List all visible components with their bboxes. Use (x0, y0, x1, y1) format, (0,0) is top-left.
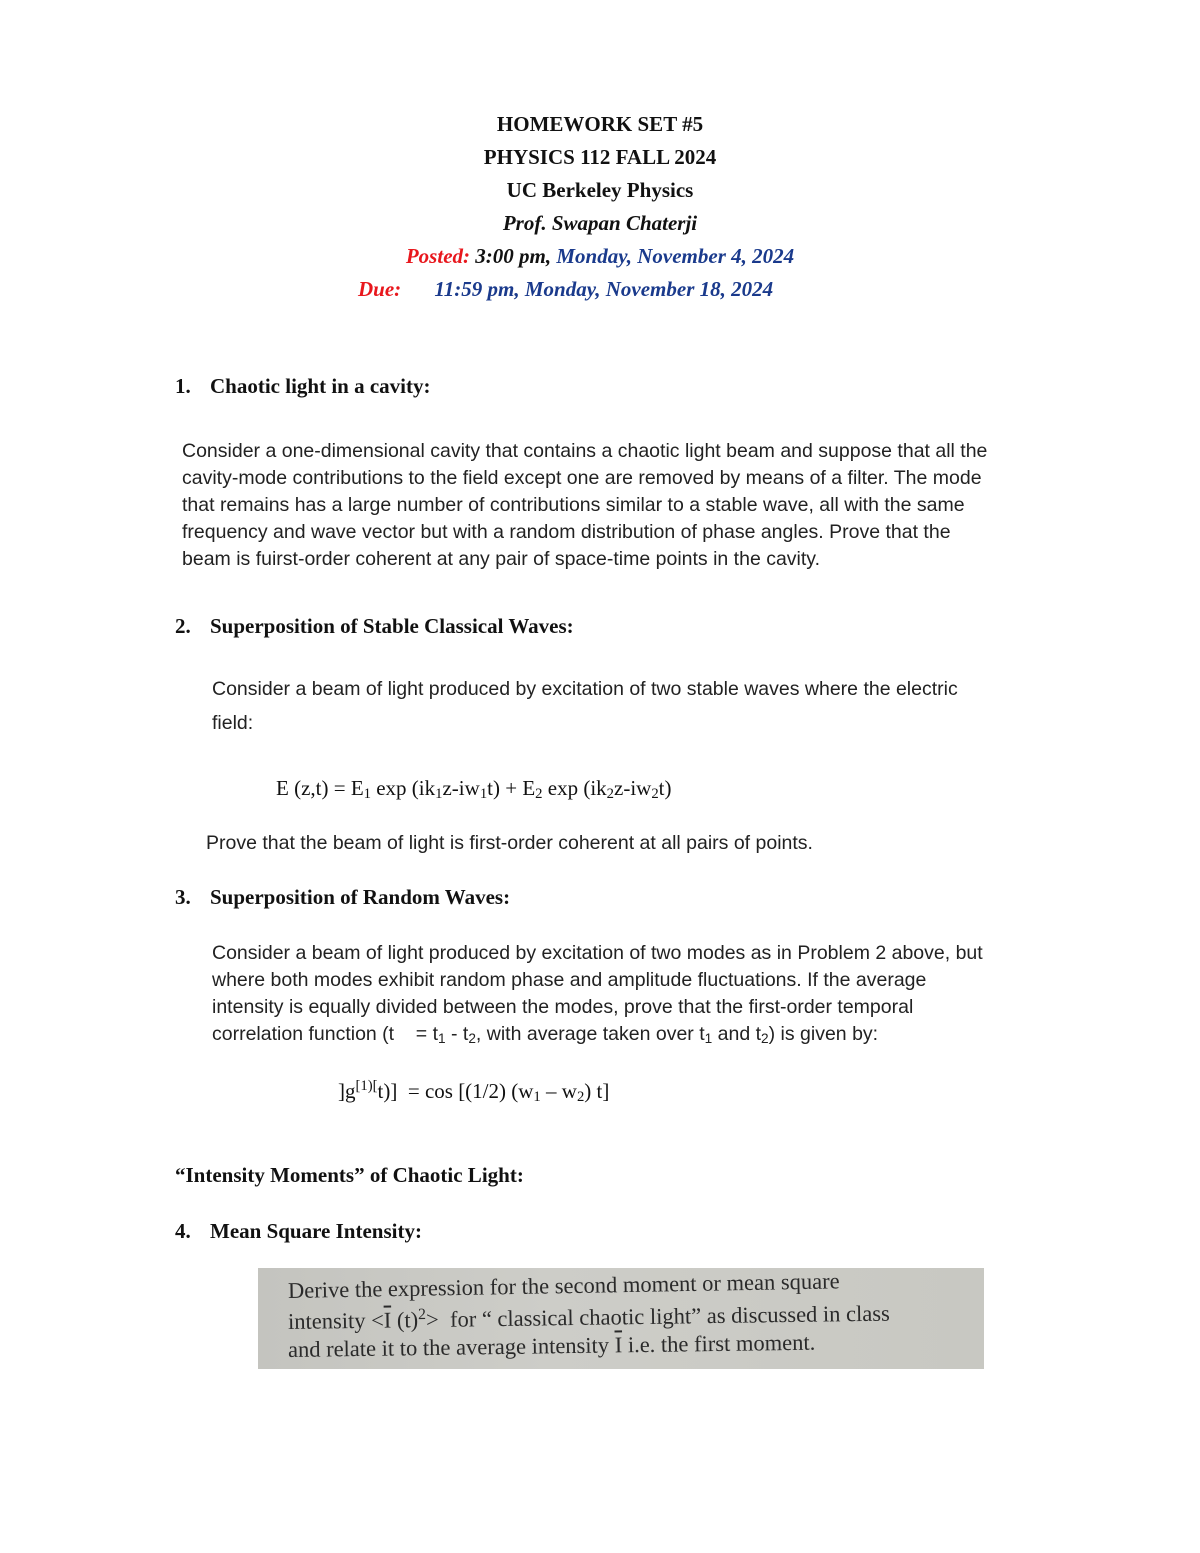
professor: Prof. Swapan Chaterji (502, 211, 698, 235)
problem-1-line: cavity-mode contributions to the field except one are removed by means of a filter. The mode (182, 467, 982, 489)
due-label: Due: (358, 277, 402, 301)
department: UC Berkeley Physics (506, 178, 694, 202)
posted-line (0, 244, 1200, 269)
problem-3-number: 3. (175, 885, 191, 909)
problem-1-line: beam is fuirst-order coherent at any pair of space-time points in the cavity. (182, 548, 821, 570)
photo-line-3: and relate it to the average intensity $\overline{I}$ i.e. the first moment. (287, 1329, 816, 1362)
problem-1-line: Consider a one-dimensional cavity that contains a chaotic light beam and suppose that all the (182, 440, 988, 462)
problem-3-body (212, 940, 983, 1052)
problem-2-heading (175, 614, 574, 639)
photo-line-1: Derive the expression for the second moment or mean square (287, 1268, 840, 1303)
problem-1-line: that remains has a large number of contributions similar to a stable wave, all with the same (182, 494, 965, 516)
problem-3-title: Superposition of Random Waves: (210, 885, 511, 909)
problem-2-line-1: Consider a beam of light produced by excitation of two stable waves where the electric (212, 678, 958, 700)
problem-3-line: intensity is equally divided between the modes, prove that the first-order temporal (212, 996, 914, 1018)
problem-3-line: Consider a beam of light produced by excitation of two modes as in Problem 2 above, but (212, 942, 983, 964)
due-text: 11:59 pm, Monday, November 18, 2024 (434, 277, 774, 301)
problem-3-line: where both modes exhibit random phase and amplitude fluctuations. If the average (212, 969, 927, 991)
intensity-moments-heading: “Intensity Moments” of Chaotic Light: (175, 1163, 524, 1187)
problem-4-title: Mean Square Intensity: (210, 1219, 422, 1243)
problem-4-photo (258, 1268, 984, 1369)
course-name: PHYSICS 112 FALL 2024 (483, 145, 717, 169)
posted-time: 3:00 pm, (475, 244, 552, 268)
problem-1-body (182, 438, 987, 573)
problem-3-heading (175, 885, 510, 910)
problem-1-title: Chaotic light in a cavity: (210, 374, 431, 398)
problem-3-equation: ]$g^{[1)[}t)] = \cos [(1/2)$ $(w_1 - w_2)$ t] (338, 1078, 610, 1105)
problem-4-number: 4. (175, 1219, 191, 1243)
problem-2-prove: Prove that the beam of light is first-order coherent at all pairs of points. (206, 832, 813, 854)
posted-label: Posted: (405, 244, 471, 268)
posted-date: Monday, November 4, 2024 (556, 244, 795, 268)
problem-2-number: 2. (175, 614, 191, 638)
photo-line-2: intensity $<\overline{I}$ $(t)^2>$ for “ classical chaotic light” as discussed in class (287, 1300, 890, 1334)
problem-4-heading (175, 1219, 422, 1244)
problem-1-line: frequency and wave vector but with a random distribution of phase angles. Prove that the (182, 521, 951, 543)
homework-title: HOMEWORK SET #5 (496, 112, 704, 136)
problem-3-line: correlation function (t = $t_1 - t_2$, with average taken over $t_1$ and $t_2$) is given by: (212, 1023, 879, 1046)
problem-2-equation: E $(z,t) = E_1$ $\exp (ik_1z-iw_1t) + E_2$ $\exp (ik_2z-iw_2t)$ (276, 776, 672, 802)
due-line (358, 277, 773, 302)
problem-2-title: Superposition of Stable Classical Waves: (210, 614, 574, 638)
problem-2-line-2: field: (212, 712, 254, 734)
problem-1-number: 1. (175, 374, 191, 398)
problem-1-heading (175, 374, 431, 399)
